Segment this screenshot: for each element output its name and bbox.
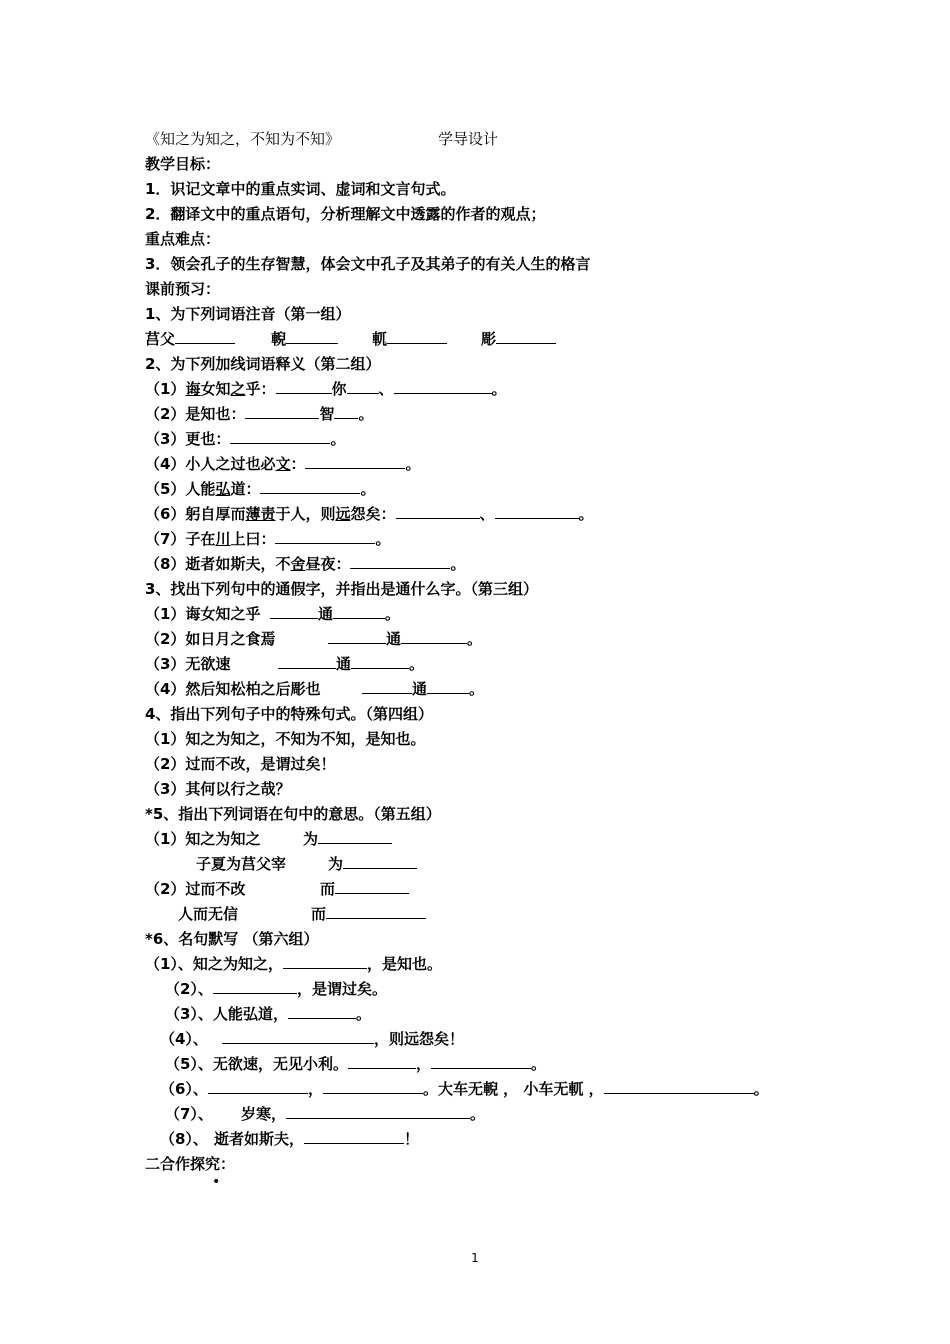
underlined-word: 诲 bbox=[185, 380, 201, 398]
answer-blank bbox=[222, 1029, 374, 1044]
item-text: （2）、 bbox=[165, 980, 213, 998]
item-text: 乎： bbox=[245, 380, 276, 398]
section-6-item-8 bbox=[160, 1129, 419, 1149]
item-text: （4）小人之过也必 bbox=[145, 455, 276, 473]
item-text: （6）、 bbox=[160, 1080, 208, 1098]
page-number: 1 bbox=[471, 1251, 479, 1265]
item-text: （3）更也： bbox=[145, 430, 231, 448]
cooperate-heading: 二合作探究： bbox=[145, 1155, 236, 1173]
section-2-item-2 bbox=[145, 404, 373, 424]
item-text: 怨矣： bbox=[350, 505, 396, 523]
goal-1: 1．识记文章中的重点实词、虚词和文言句式。 bbox=[145, 180, 456, 198]
word-3: 軏 bbox=[372, 330, 388, 348]
answer-blank bbox=[245, 404, 319, 419]
item-text: 昼夜： bbox=[305, 555, 351, 573]
section-1-heading: 1、为下列词语注音（第一组） bbox=[145, 305, 351, 323]
item-text: 。 bbox=[450, 555, 466, 573]
item-text: 人而无信 bbox=[178, 905, 239, 923]
answer-blank bbox=[431, 1054, 531, 1069]
item-text: 为 bbox=[328, 855, 344, 873]
section-4-item-1: （1）知之为知之，不知为不知，是知也。 bbox=[145, 730, 426, 748]
item-text: （1）知之为知之 bbox=[145, 830, 261, 848]
item-text: （4）然后知松柏之后彫也 bbox=[145, 680, 321, 698]
item-text: 智 bbox=[319, 405, 335, 423]
section-3-item-4 bbox=[145, 679, 484, 699]
item-text: 。 bbox=[578, 505, 594, 523]
item-text: ， bbox=[415, 1055, 431, 1073]
item-text: 通 bbox=[318, 605, 334, 623]
underlined-word: 川 bbox=[215, 530, 231, 548]
section-2-item-3 bbox=[145, 429, 345, 449]
item-text: （2）如日月之食焉 bbox=[145, 630, 276, 648]
item-text: （2）过而不改 bbox=[145, 880, 246, 898]
item-text: 岁寒， bbox=[240, 1105, 286, 1123]
item-text: 。 bbox=[491, 380, 507, 398]
difficulty-heading: 重点难点： bbox=[145, 230, 221, 248]
answer-blank bbox=[328, 629, 386, 644]
item-text: 上曰： bbox=[230, 530, 276, 548]
answer-blank bbox=[278, 654, 336, 669]
answer-blank bbox=[260, 479, 360, 494]
underlined-word: 之 bbox=[230, 380, 246, 398]
answer-blank bbox=[495, 504, 579, 519]
section-1-items bbox=[145, 329, 556, 349]
section-6-item-2 bbox=[165, 979, 387, 999]
bullet-point: • bbox=[212, 1174, 221, 1190]
item-text: 。 bbox=[467, 630, 483, 648]
item-text: （1） bbox=[145, 380, 186, 398]
answer-blank bbox=[396, 504, 480, 519]
title-line bbox=[145, 129, 498, 149]
item-text: 你 bbox=[331, 380, 347, 398]
section-4-heading: 4、指出下列句子中的特殊句式。（第四组） bbox=[145, 705, 433, 723]
answer-blank bbox=[333, 604, 385, 619]
section-3-item-3 bbox=[145, 654, 424, 674]
item-text: 。 bbox=[753, 1080, 769, 1098]
item-text: 通 bbox=[336, 655, 352, 673]
item-text: 。 bbox=[360, 480, 376, 498]
answer-blank bbox=[347, 379, 379, 394]
item-text: （1）、知之为知之， bbox=[145, 955, 283, 973]
item-text: （7）、 bbox=[165, 1105, 213, 1123]
section-4-item-3: （3）其何以行之哉？ bbox=[145, 780, 291, 798]
item-text: 。 bbox=[375, 530, 391, 548]
section-5-item-2 bbox=[145, 879, 409, 899]
answer-blank bbox=[326, 904, 426, 919]
word-2: 輗 bbox=[271, 330, 287, 348]
word-4: 彫 bbox=[481, 330, 497, 348]
answer-blank bbox=[362, 679, 412, 694]
item-text: 于人，则 bbox=[275, 505, 336, 523]
goal-2: 2．翻译文中的重点语句，分析理解文中透露的作者的观点； bbox=[145, 205, 546, 223]
item-text: 道： bbox=[230, 480, 261, 498]
item-text: （5）人能 bbox=[145, 480, 216, 498]
item-text: ， bbox=[307, 1080, 323, 1098]
answer-blank bbox=[387, 329, 447, 344]
section-2-item-4 bbox=[145, 454, 421, 474]
item-text: 而 bbox=[311, 905, 327, 923]
item-text: 。 bbox=[330, 430, 346, 448]
section-3-heading: 3、找出下列句中的通假字，并指出是通什么字。（第三组） bbox=[145, 580, 538, 598]
answer-blank bbox=[286, 329, 338, 344]
item-text: 女知 bbox=[200, 380, 231, 398]
item-text: 通 bbox=[386, 630, 402, 648]
goal-3: 3．领会孔子的生存智慧，体会文中孔子及其弟子的有关人生的格言 bbox=[145, 255, 591, 273]
item-text: （7）子在 bbox=[145, 530, 216, 548]
item-text: 。 bbox=[358, 405, 374, 423]
section-5-item-2b bbox=[178, 904, 426, 924]
answer-blank bbox=[394, 379, 492, 394]
item-text: （8）逝者如斯夫，不 bbox=[145, 555, 291, 573]
answer-blank bbox=[350, 554, 450, 569]
item-text: （5）、无欲速，无见小利。 bbox=[165, 1055, 348, 1073]
item-text: ，是知也。 bbox=[366, 955, 442, 973]
section-3-item-1 bbox=[145, 604, 400, 624]
answer-blank bbox=[288, 1004, 356, 1019]
item-text: ！ bbox=[403, 1130, 419, 1148]
section-5-item-1b bbox=[196, 854, 417, 874]
answer-blank bbox=[275, 529, 375, 544]
section-2-item-6 bbox=[145, 504, 594, 524]
section-4-item-2: （2）过而不改，是谓过矣！ bbox=[145, 755, 336, 773]
answer-blank bbox=[427, 679, 469, 694]
item-text: 。 bbox=[530, 1055, 546, 1073]
item-text: （4）、 bbox=[160, 1030, 208, 1048]
section-5-heading: *5、指出下列词语在句中的意思。（第五组） bbox=[145, 805, 441, 823]
doc-title-right: 学导设计 bbox=[438, 130, 499, 148]
section-6-item-3 bbox=[165, 1004, 371, 1024]
answer-blank bbox=[305, 454, 405, 469]
answer-blank bbox=[208, 1079, 308, 1094]
item-text: （6）躬自厚而 bbox=[145, 505, 246, 523]
item-text: （8）、 bbox=[160, 1130, 208, 1148]
section-2-item-8 bbox=[145, 554, 466, 574]
answer-blank bbox=[334, 404, 358, 419]
section-2-item-5 bbox=[145, 479, 375, 499]
item-text: 子夏为莒父宰 bbox=[196, 855, 287, 873]
item-text: 而 bbox=[320, 880, 336, 898]
item-text: ，则远怨矣！ bbox=[373, 1030, 464, 1048]
answer-blank bbox=[348, 1054, 416, 1069]
answer-blank bbox=[304, 1129, 404, 1144]
goals-heading: 教学目标： bbox=[145, 155, 221, 173]
answer-blank bbox=[230, 429, 330, 444]
item-text: 为 bbox=[303, 830, 319, 848]
answer-blank bbox=[213, 979, 297, 994]
answer-blank bbox=[175, 329, 235, 344]
underlined-word: 文 bbox=[275, 455, 291, 473]
section-2-item-7 bbox=[145, 529, 390, 549]
item-text: 。大车无輗 ， 小车无軏 ， bbox=[422, 1080, 604, 1098]
item-text: （3）无欲速 bbox=[145, 655, 231, 673]
section-2-heading: 2、为下列加线词语释义（第二组） bbox=[145, 355, 381, 373]
section-6-item-4 bbox=[160, 1029, 464, 1049]
item-text: 逝者如斯夫， bbox=[213, 1130, 304, 1148]
answer-blank bbox=[335, 879, 409, 894]
underlined-word: 弘 bbox=[215, 480, 231, 498]
item-text: 。 bbox=[469, 680, 485, 698]
answer-blank bbox=[351, 654, 409, 669]
item-text: 。 bbox=[385, 605, 401, 623]
item-text: ，是谓过矣。 bbox=[296, 980, 387, 998]
answer-blank bbox=[276, 379, 332, 394]
answer-blank bbox=[343, 854, 417, 869]
answer-blank bbox=[286, 1104, 470, 1119]
item-text: （2）是知也： bbox=[145, 405, 246, 423]
answer-blank bbox=[496, 329, 556, 344]
item-text: 。 bbox=[405, 455, 421, 473]
answer-blank bbox=[604, 1079, 754, 1094]
item-text: （1）诲女知之乎 bbox=[145, 605, 261, 623]
word-1: 莒父 bbox=[145, 330, 176, 348]
item-text: 。 bbox=[355, 1005, 371, 1023]
answer-blank bbox=[318, 829, 392, 844]
underlined-word: 远 bbox=[335, 505, 351, 523]
item-text: 。 bbox=[469, 1105, 485, 1123]
underlined-word: 舍 bbox=[290, 555, 306, 573]
item-text: （3）、人能弘道， bbox=[165, 1005, 288, 1023]
item-text: 、 bbox=[479, 505, 495, 523]
section-6-item-7 bbox=[165, 1104, 485, 1124]
section-6-item-5 bbox=[165, 1054, 546, 1074]
preview-heading: 课前预习： bbox=[145, 280, 221, 298]
section-5-item-1 bbox=[145, 829, 392, 849]
answer-blank bbox=[401, 629, 467, 644]
doc-title: 《知之为知之，不知为不知》 bbox=[145, 130, 341, 148]
underlined-word: 薄责 bbox=[245, 505, 276, 523]
item-text: ： bbox=[290, 455, 306, 473]
item-text: 、 bbox=[378, 380, 394, 398]
answer-blank bbox=[270, 604, 318, 619]
section-6-heading: *6、名句默写 （第六组） bbox=[145, 930, 319, 948]
answer-blank bbox=[283, 954, 367, 969]
item-text: 通 bbox=[412, 680, 428, 698]
section-3-item-2 bbox=[145, 629, 482, 649]
section-2-item-1 bbox=[145, 379, 507, 399]
item-text: 。 bbox=[409, 655, 425, 673]
answer-blank bbox=[323, 1079, 423, 1094]
section-6-item-6 bbox=[160, 1079, 769, 1099]
section-6-item-1 bbox=[145, 954, 442, 974]
